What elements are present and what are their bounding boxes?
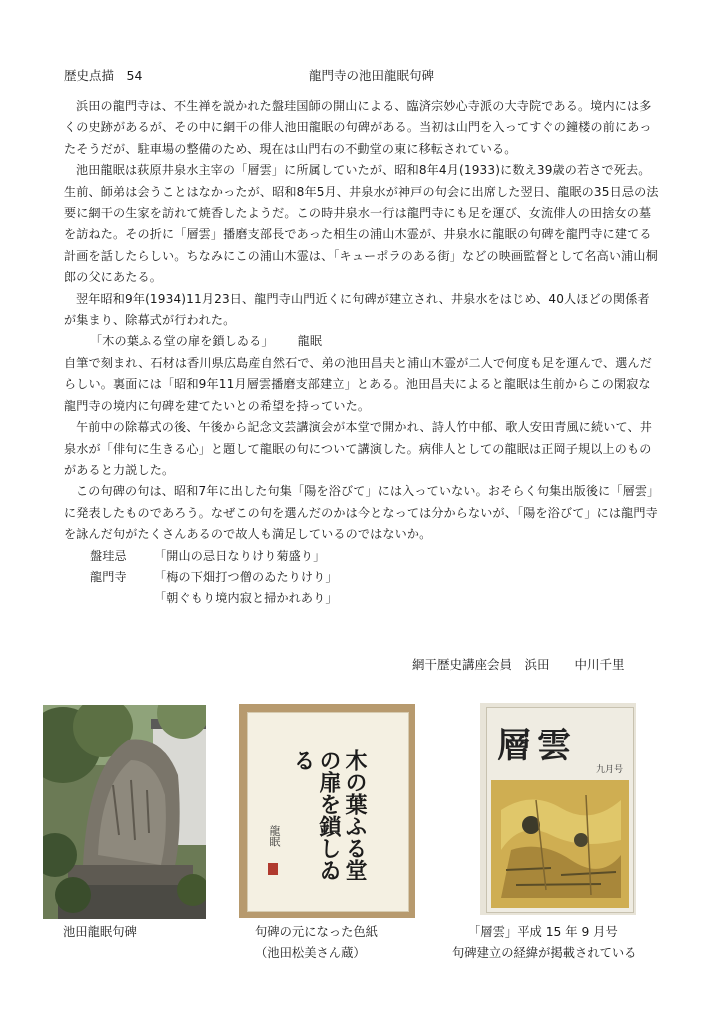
magazine-photo xyxy=(480,703,636,915)
example-label: 龍門寺 xyxy=(90,569,127,584)
example-row xyxy=(64,567,660,588)
shikishi-board xyxy=(247,712,409,912)
paragraph-5: 午前中の除幕式の後、午後から記念文芸講演会が本堂で開かれ、詩人竹中郁、歌人安田青風に続いて、井泉水が「俳句に生きる心」と題して龍眠の句について講演した。病俳人としての龍眠は正岡子規以上のものがあると力説した。 xyxy=(64,420,652,477)
magazine-art-svg xyxy=(491,780,629,908)
paragraph-6: この句碑の句は、昭和7年に出した句集「陽を浴びて」には入っていない。おそらく句集出版後に「層雲」に発表したものであろう。なぜこの句を選んだのかは今となっては分からないが、「陽を浴びて」には龍門寺を詠んだ句がたくさんあるので故人も満足しているのではないか。 xyxy=(64,484,660,542)
magazine-caption-2: 句碑建立の経緯が掲載されている xyxy=(452,946,637,960)
paragraph-1: 浜田の龍門寺は、不生禅を説かれた盤珪国師の開山による、臨済宗妙心寺派の大寺院である。境内には多くの史跡があるが、その中に網干の俳人池田龍眠の句碑がある。当初は山門を入ってすぐの鐘楼の前にあったそうだが、駐車場の整備のため、現在は山門右の不動堂の東に移転されている。 xyxy=(64,99,652,156)
example-label xyxy=(64,588,154,609)
page-title: 龍門寺の池田龍眠句碑 xyxy=(309,68,435,83)
haiku-line xyxy=(64,331,660,352)
example-verse: 「開山の忌日なりけり菊盛り」 xyxy=(154,548,326,563)
shikishi-calligraphy: 木の葉ふる堂の扉を鎖しゐる xyxy=(290,749,368,881)
magazine-issue: 九月号 xyxy=(595,765,623,775)
example-verse: 「朝ぐもり境内寂と掃かれあり」 xyxy=(154,591,338,606)
paragraph-2: 池田龍眠は荻原井泉水主宰の「層雲」に所属していたが、昭和8年4月(1933)に数え39歳の若さで死去。生前、師弟は会うことはなかったが、昭和8年5月、井泉水が神戸の句会に出席した翌日、龍眠の35日忌の法要に網干の生家を訪れて焼香したようだ。この時井泉水一行は龍門寺にも足を運び、女流俳人の田捨女の墓を訪ねた。その折に「層雲」播磨支部長であった相生の浦山木霊が、井泉水に龍眠の句碑を龍門寺に建てる計画を話したらしい。ちなみにこの浦山木霊は、「キューポラのある街」などの映画監督として名高い浦山桐郎の父にあたる。 xyxy=(64,163,659,285)
paragraph-3: 翌年昭和9年(1934)11月23日、龍門寺山門近くに句碑が建立され、井泉水をはじめ、40人ほどの関係者が集まり、除幕式が行われた。 xyxy=(64,291,650,328)
paragraph-4: 自筆で刻まれ、石材は香川県広島産自然石で、弟の池田昌夫と浦山木霊が二人で何度も足を運んで、選んだらしい。裏面には「昭和9年11月層雲播磨支部建立」とある。池田昌夫によると龍眠は生前からこの閑寂な龍門寺の境内に句碑を建てたいとの希望を持っていた。 xyxy=(64,355,652,413)
example-verse: 「梅の下畑打つ僧のゐたりけり」 xyxy=(154,569,338,584)
example-row xyxy=(64,588,660,609)
haiku-text: 「木の葉ふる堂の扉を鎖しゐる」 xyxy=(90,334,274,349)
shikishi-caption-2: （池田松美さん蔵） xyxy=(255,946,366,960)
example-label: 盤珪忌 xyxy=(90,548,127,563)
shikishi-photo xyxy=(239,704,415,918)
author-credit: 網干歴史講座会員 浜田 中川千里 xyxy=(412,657,625,672)
series-label: 歴史点描 54 xyxy=(64,68,143,83)
magazine-art xyxy=(491,780,629,908)
shikishi-caption-1: 句碑の元になった色紙 xyxy=(255,925,378,939)
shikishi-signature: 龍眠 xyxy=(268,825,281,847)
seal-stamp xyxy=(268,863,278,875)
article-body xyxy=(64,96,660,610)
haiku-author: 龍眠 xyxy=(297,334,323,349)
magazine-caption-1: 「層雲」平成 15 年 9 月号 xyxy=(468,925,618,939)
monument-photo xyxy=(43,705,206,919)
monument-photo-art xyxy=(43,705,206,919)
monument-caption: 池田龍眠句碑 xyxy=(63,925,137,939)
magazine-cover xyxy=(486,707,634,913)
magazine-title: 層雲 xyxy=(497,726,577,766)
example-row xyxy=(64,546,660,567)
